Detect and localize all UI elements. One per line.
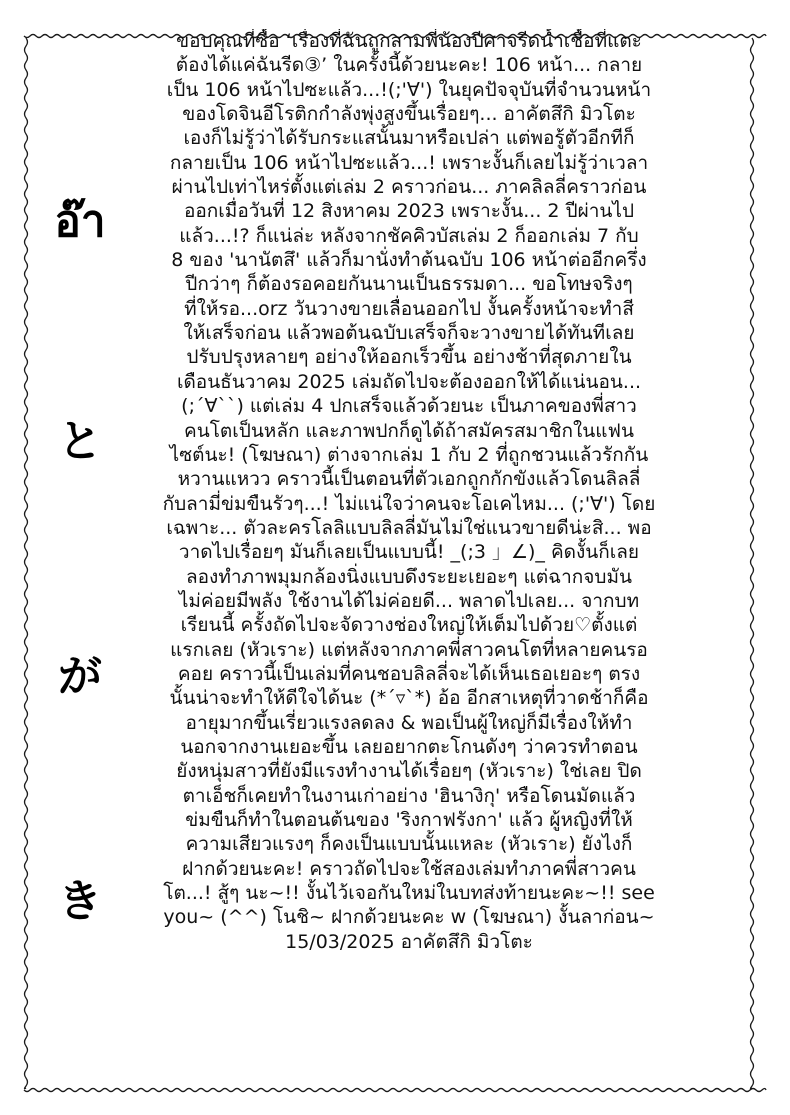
body-line: เดือนธันวาคม 2025 เล่มถัดไปจะต้องออกให้ได้แน่นอน... [176,370,642,393]
body-line: แล้ว...!? ก็แน่ล่ะ หลังจากชัคคิวบัสเล่ม 2 ก็ออกเล่ม 7 กับ [179,224,639,247]
body-line: คอย คราวนี้เป็นเล่มที่คนชอบลิลลี่จะได้เห็นเธอเยอะๆ ตรง [177,662,641,685]
body-line: เป็น 106 หน้าไปซะแล้ว...!(;'∀') ในยุคปัจจุบันที่จำนวนหน้า [166,78,652,101]
body-line: ต้องได้แค่ฉันรีด③’ ในครั้งนี้ด้วยนะคะ! 106 หน้า... กลาย [175,54,643,77]
heading-char-3: が [58,651,102,702]
heading-char-4: き [58,876,102,927]
body-line: นั้นน่าจะทำให้ดีใจได้นะ (*´▿`*) อ้อ อีกสาเหตุที่วาดช้าก็คือ [169,687,649,710]
body-line: เฉพาะ... ตัวละครโลลิแบบลิลลี่มันไม่ใช่แนวขายดีน่ะสิ... พอ [166,516,652,539]
body-line: ออกเมื่อวันที่ 12 สิงหาคม 2023 เพราะงั้น... 2 ปีผ่านไป [183,200,635,223]
body-line: เองก็ไม่รู้ว่าได้รับกระแสนั้นมาหรือเปล่า แต่พอรู้ตัวอีกทีก็ [183,127,635,150]
body-line: ปรับปรุงหลายๆ อย่างให้ออกเร็วขึ้น อย่างช้าที่สุดภายใน [186,346,632,369]
body-line: โต...! สู้ๆ นะ~!! งั้นไว้เจอกันใหม่ในบทส่งท้ายนะคะ~!! see [163,882,655,905]
body-line: (;´∀``) แต่เล่ม 4 ปกเสร็จแล้วด้วยนะ เป็นภาคของพี่สาว [181,395,637,418]
body-line: นอกจากงานเยอะขึ้น เลยอยากตะโกนดังๆ ว่าควรทำตอน [180,735,638,758]
body-line: ไซต์นะ! (โฆษณา) ต่างจากเล่ม 1 กับ 2 ที่ถูกชวนแล้วรักกัน [169,443,649,466]
body-line: 15/03/2025 อาคัตสึกิ มิวโตะ [285,930,533,953]
afterword-heading [44,196,116,960]
body-line: ยังหนุ่มสาวที่ยังมีแรงทำงานได้เรื่อยๆ (หัวเราะ) ใช่เลย ปิด [176,760,642,783]
body-line: you~ (^^) โนชิ~ ฝากด้วยนะคะ w (โฆษณา) งั้นลาก่อน~ [163,906,655,929]
body-line: ที่ให้รอ...orz วันวางขายเลื่อนออกไป งั้นครั้งหน้าจะทำสี [184,297,634,320]
heading-char-2: と [58,416,102,467]
body-line: แรกเลย (หัวเราะ) แต่หลังจากภาคพี่สาวคนโตที่หลายคนรอ [170,638,648,661]
body-line: กลายเป็น 106 หน้าไปซะแล้ว...! เพราะงั้นก็เลยไม่รู้ว่าเวลา [169,151,649,174]
left-wavy-border [25,38,28,1089]
body-line: ปีกว่าๆ ก็ต้องรอคอยกันนานเป็นธรรมดา... ขอโทษจริงๆ [185,273,633,296]
body-line: 8 ของ 'นานัตสึ' แล้วก็มานั่งทำต้นฉบับ 106 หน้าต่ออีกครึ่ง [171,249,647,272]
body-line: คนโตเป็นหลัก และภาพปกก็ดูได้ถ้าสมัครสมาชิกในแฟน [184,419,634,442]
body-line: หวานแหวว คราวนี้เป็นตอนที่ตัวเอกถูกกักขังแล้วโดนลิลลี่ [177,468,641,491]
body-line: ไม่ค่อยมีพลัง ใช้งานได้ไม่ค่อยดี... พลาดไปเลย... จากบท [178,589,640,612]
body-line: ลองทำภาพมุมกล้องนิ่งแบบดึงระยะเยอะๆ แต่ฉากจบมัน [185,565,633,588]
body-line: อายุมากขึ้นเรี่ยวแรงลดลง & พอเป็นผู้ใหญ่ก็มีเรื่องให้ทำ [185,711,633,734]
body-line: ตาเอ็ชก็เคยทำในงานเก่าอย่าง 'ฮินางิกุ' หรือโดนมัดแล้ว [182,784,636,807]
body-line: ข่มขืนก็ทำในตอนต้นของ 'ริงกาฟรังกา' แล้ว ผู้หญิงที่ให้ [185,809,633,831]
body-line: ขอบคุณที่ซื้อ ‘เรื่องที่ฉันถูกสามพี่น้องปีศาจรีดน้ำเชื้อที่แตะ [176,30,642,52]
body-line: ให้เสร็จก่อน แล้วพอต้นฉบับเสร็จก็จะวางขายได้ทันทีเลย [183,322,635,345]
right-wavy-border [751,38,754,1089]
body-line: ฝากด้วยนะคะ! คราวถัดไปจะใช้สองเล่มทำภาคพี่สาวคน [182,857,636,880]
body-line: ความเสียวแรงๆ ก็คงเป็นแบบนั้นแหละ (หัวเราะ) ยังไงก็ [185,833,633,856]
body-line: ผ่านไปเท่าไหร่ตั้งแต่เล่ม 2 คราวก่อน... ภาคลิลลี่คราวก่อน [171,176,647,199]
body-line: กับลามี่ข่มขืนรัวๆ...! ไม่แน่ใจว่าคนจะโอเคไหม... (;'∀') โดย [162,492,656,515]
afterword-body-text [114,29,704,1114]
heading-char-1: อ๊า [54,196,106,247]
body-line: วาดไปเรื่อยๆ มันก็เลยเป็นแบบนี้! _(;3 」∠)_ คิดงั้นก็เลย [178,541,640,564]
body-line: ของโดจินอีโรติกกำลังพุ่งสูงขึ้นเรื่อยๆ... อาคัตสึกิ มิวโตะ [182,103,636,126]
body-line: เรียนนี้ ครั้งถัดไปจะจัดวางช่องใหญ่ให้เต็มไปด้วย♡ตั้งแต่ [180,614,638,637]
